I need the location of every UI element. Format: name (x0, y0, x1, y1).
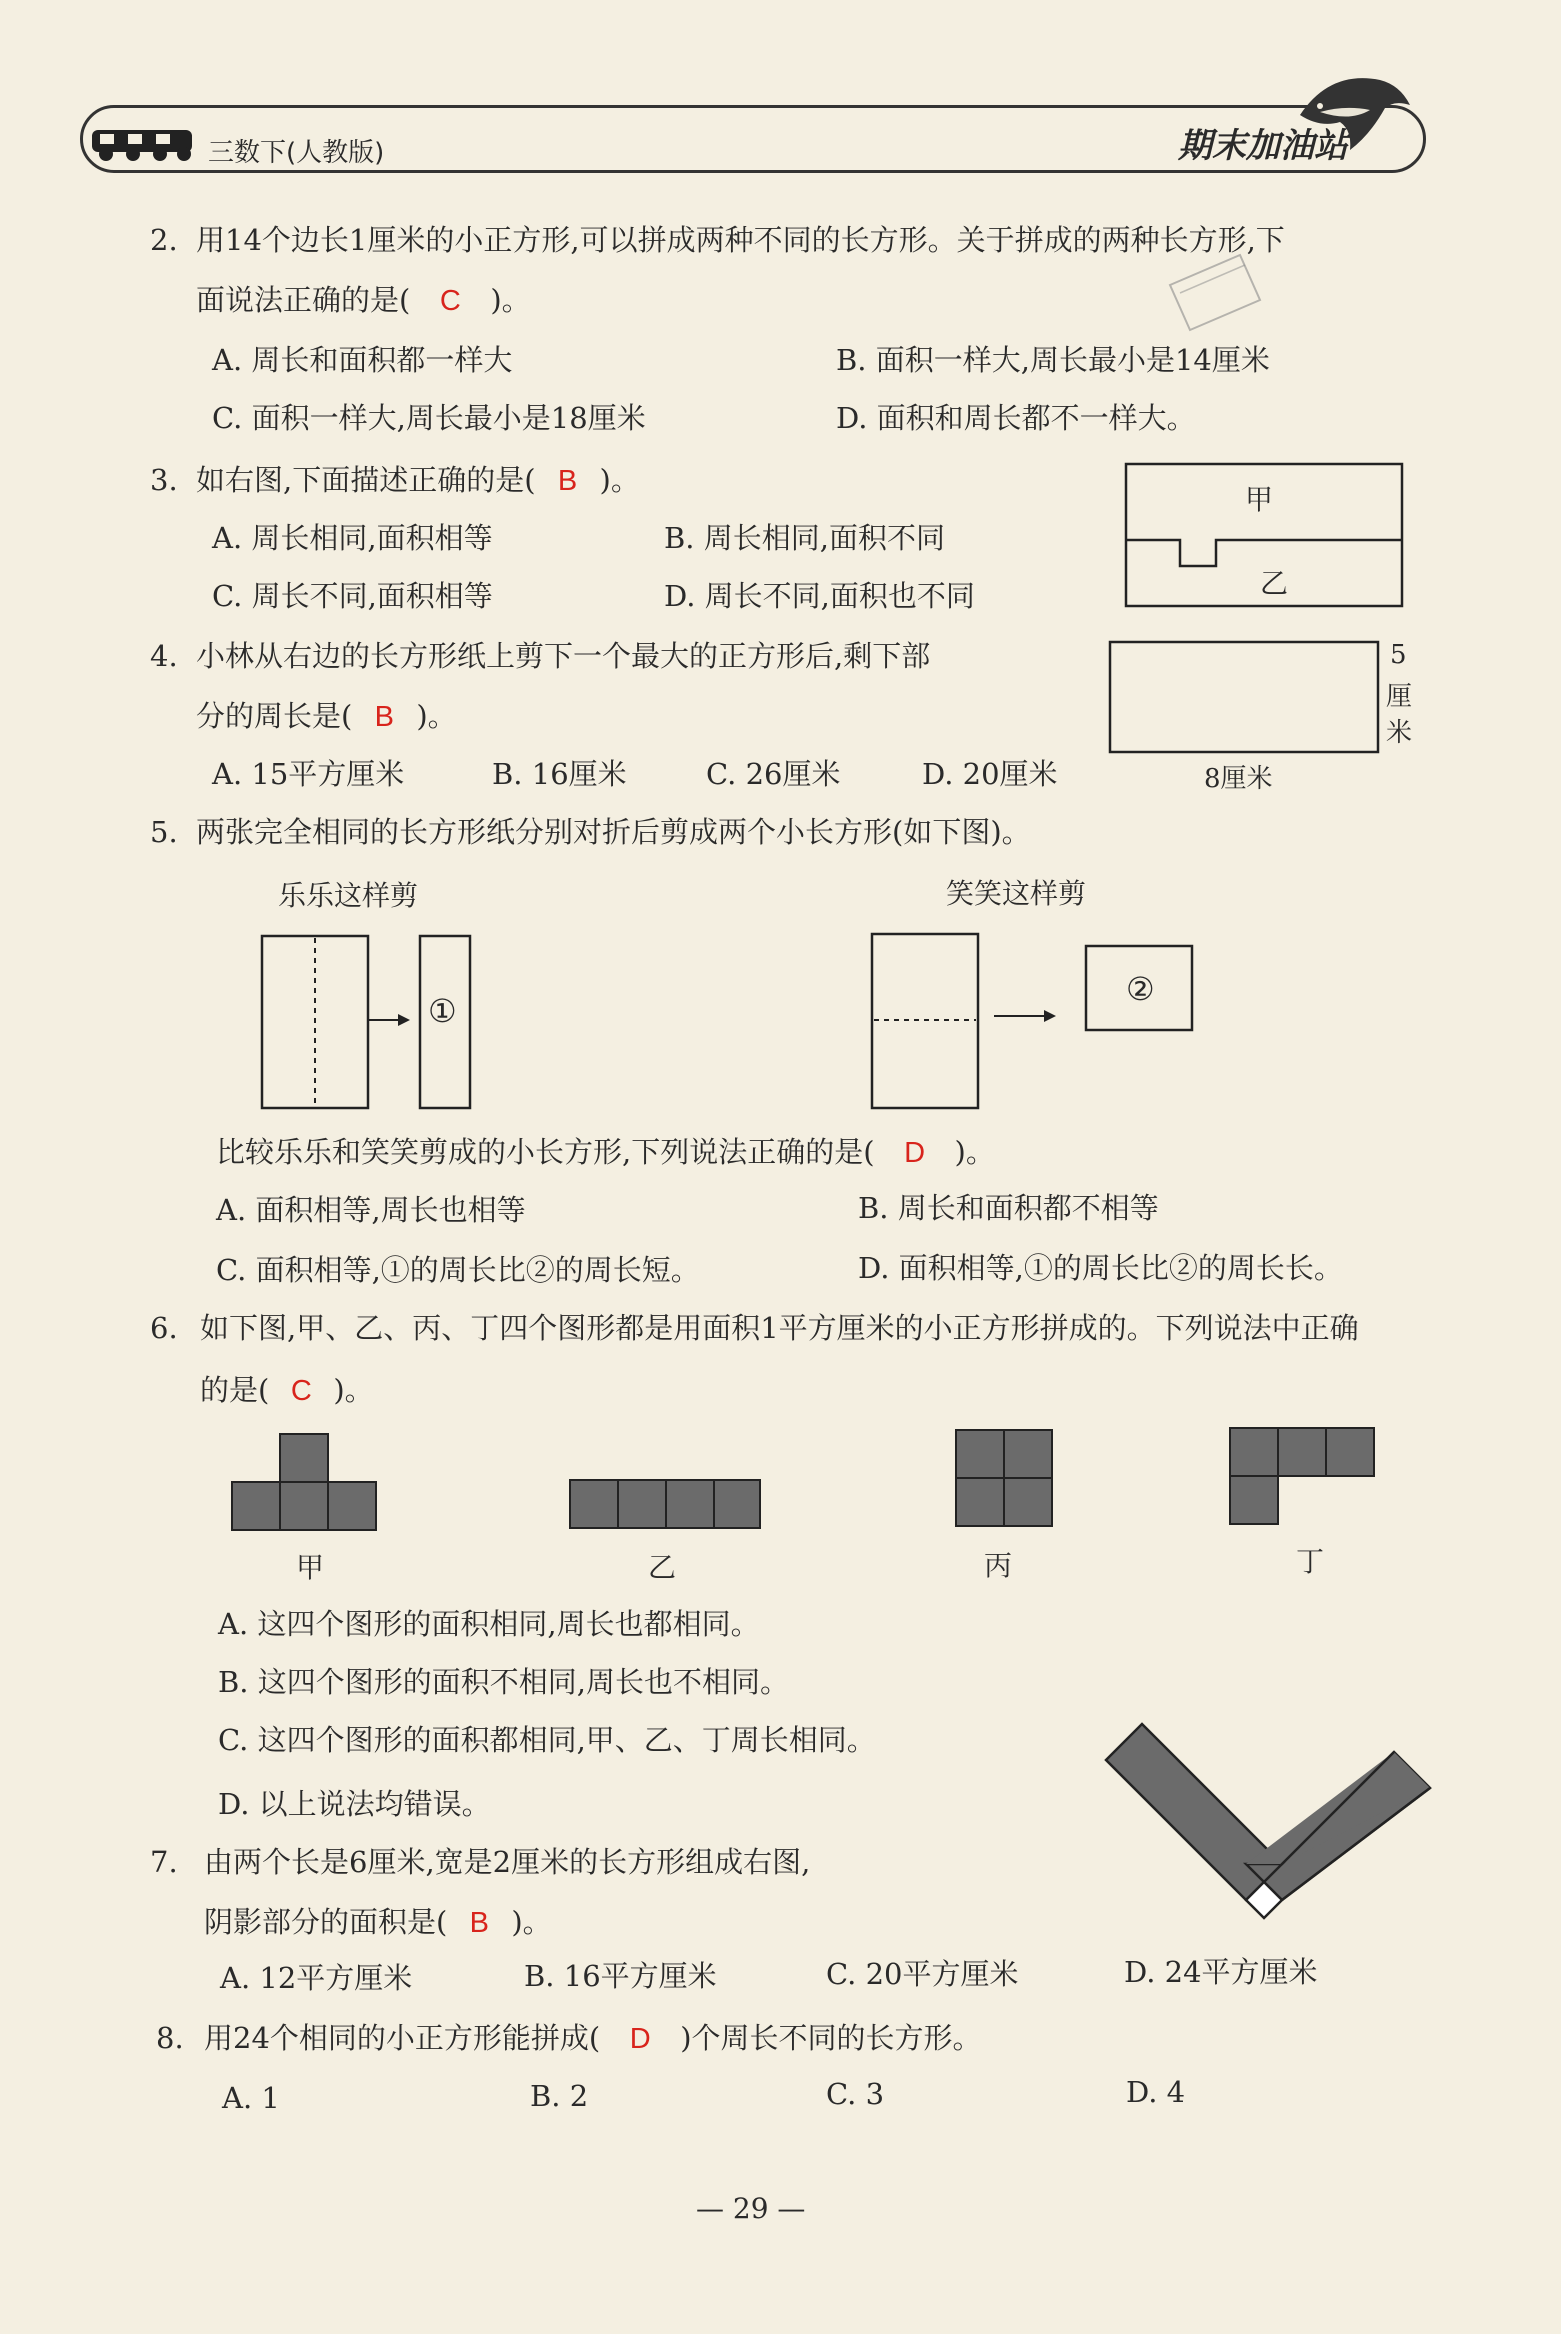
q7-stem: 阴影部分的面积是( (204, 1905, 448, 1939)
book-title: 三数下(人教版) (208, 138, 385, 168)
q4-option-c: C. 26厘米 (706, 757, 841, 791)
q5-sub (216, 1132, 995, 1173)
q6-line1: 如下图,甲、乙、丙、丁四个图形都是用面积1平方厘米的小正方形拼成的。下列说法中正确 (200, 1311, 1359, 1345)
q7-option-c: C. 20平方厘米 (826, 1957, 1019, 1991)
q5-option-b: B. 周长和面积都不相等 (858, 1191, 1159, 1225)
q6-stem: 的是( (200, 1373, 270, 1407)
q6-label-jia: 甲 (296, 1551, 325, 1584)
q4-rectangle (1108, 640, 1380, 754)
q4-label-mi: 米 (1386, 718, 1413, 748)
q2-number: 2. (150, 223, 178, 257)
q8-option-c: C. 3 (826, 2077, 885, 2111)
q4-label-li: 厘 (1386, 682, 1413, 712)
q2-stem-end: )。 (490, 283, 531, 317)
q6-stem-end: )。 (333, 1373, 374, 1407)
q5-caption-left: 乐乐这样剪 (278, 879, 419, 912)
q7-option-b: B. 16平方厘米 (524, 1959, 717, 1993)
q4-stem: 分的周长是( (196, 699, 353, 733)
shape-jia (230, 1432, 380, 1532)
q8-stem-text: 用24个相同的小正方形能拼成( (204, 2021, 601, 2055)
q8-option-d: D. 4 (1126, 2075, 1186, 2109)
q6-number: 6. (150, 1311, 178, 1345)
q3-option-b: B. 周长相同,面积不同 (664, 521, 945, 555)
q3-number: 3. (150, 463, 178, 497)
q2-answer: C (439, 285, 461, 317)
section-title: 期末加油站 (1178, 126, 1348, 166)
q6-option-d: D. 以上说法均错误。 (218, 1787, 491, 1821)
q7-line1: 由两个长是6厘米,宽是2厘米的长方形组成右图, (204, 1845, 811, 1879)
q3-label-jia: 甲 (1245, 483, 1274, 516)
q2-line2 (196, 280, 531, 321)
q5-piece-left: ① (428, 992, 457, 1030)
q4-label-8cm: 8厘米 (1204, 764, 1273, 794)
q5-caption-right: 笑笑这样剪 (946, 877, 1087, 910)
q2-option-a: A. 周长和面积都一样大 (212, 343, 513, 377)
q8-stem (204, 2018, 982, 2059)
q4-label-5: 5 (1390, 640, 1407, 670)
dolphin-icon (1290, 60, 1420, 160)
q3-option-c: C. 周长不同,面积相等 (212, 579, 493, 613)
shape-yi (568, 1478, 762, 1530)
q7-option-a: A. 12平方厘米 (220, 1961, 413, 1995)
q7-stem-end: )。 (511, 1905, 552, 1939)
q5-option-c: C. 面积相等,①的周长比②的周长短。 (216, 1253, 700, 1287)
page-number: — 29 — (696, 2192, 806, 2225)
q4-answer: B (374, 701, 394, 733)
shape-bing (954, 1428, 1054, 1528)
q8-option-b: B. 2 (530, 2079, 589, 2113)
q6-answer: C (290, 1375, 312, 1407)
q4-option-b: B. 16厘米 (492, 757, 627, 791)
q8-number: 8. (156, 2021, 184, 2055)
q6-option-b: B. 这四个图形的面积不相同,周长也不相同。 (218, 1665, 789, 1699)
q7-line2 (204, 1902, 552, 1943)
q4-line2 (196, 696, 457, 737)
q3-stem-end: )。 (599, 463, 640, 497)
q8-option-a: A. 1 (222, 2081, 280, 2115)
q6-label-yi: 乙 (648, 1551, 677, 1584)
q7-answer: B (469, 1907, 489, 1939)
q8-answer: D (629, 2023, 651, 2055)
q6-label-ding: 丁 (1296, 1545, 1325, 1578)
q5-sub-text: 比较乐乐和笑笑剪成的小长方形,下列说法正确的是( (216, 1135, 875, 1169)
q2-line1: 用14个边长1厘米的小正方形,可以拼成两种不同的长方形。关于拼成的两种长方形,下 (196, 223, 1285, 257)
q4-line1: 小林从右边的长方形纸上剪下一个最大的正方形后,剩下部 (196, 639, 931, 673)
q6-option-c: C. 这四个图形的面积都相同,甲、乙、丁周长相同。 (218, 1723, 876, 1757)
q4-option-a: A. 15平方厘米 (212, 757, 405, 791)
q6-label-bing: 丙 (984, 1549, 1013, 1582)
q5-answer: D (904, 1137, 926, 1169)
q5-number: 5. (150, 815, 178, 849)
q3-option-a: A. 周长相同,面积相等 (212, 521, 493, 555)
q5-right-figure (868, 930, 1198, 1112)
q3-answer: B (557, 465, 578, 497)
q6-option-a: A. 这四个图形的面积相同,周长也都相同。 (218, 1607, 760, 1641)
train-logo-icon (88, 118, 203, 163)
stamp-watermark-icon (1160, 245, 1270, 340)
q5-sub-end: )。 (954, 1135, 995, 1169)
q5-stem: 两张完全相同的长方形纸分别对折后剪成两个小长方形(如下图)。 (196, 815, 1031, 849)
q2-stem: 面说法正确的是( (196, 283, 411, 317)
q7-v-figure (1104, 1722, 1434, 1922)
q7-number: 7. (150, 1845, 178, 1879)
q3-stem (196, 460, 640, 501)
q5-piece-right: ② (1126, 970, 1155, 1008)
q6-line2 (200, 1370, 374, 1411)
q8-stem-end: )个周长不同的长方形。 (680, 2021, 982, 2055)
q4-stem-end: )。 (416, 699, 457, 733)
q2-option-b: B. 面积一样大,周长最小是14厘米 (836, 343, 1270, 377)
q7-option-d: D. 24平方厘米 (1124, 1955, 1318, 1989)
q2-option-d: D. 面积和周长都不一样大。 (836, 401, 1196, 435)
q5-option-a: A. 面积相等,周长也相等 (216, 1193, 526, 1227)
q4-number: 4. (150, 639, 178, 673)
q3-label-yi: 乙 (1260, 567, 1289, 600)
q3-stem-text: 如右图,下面描述正确的是( (196, 463, 536, 497)
q5-option-d: D. 面积相等,①的周长比②的周长长。 (858, 1251, 1343, 1285)
q3-option-d: D. 周长不同,面积也不同 (664, 579, 975, 613)
shape-ding (1228, 1426, 1376, 1526)
q4-option-d: D. 20厘米 (922, 757, 1058, 791)
q2-option-c: C. 面积一样大,周长最小是18厘米 (212, 401, 646, 435)
